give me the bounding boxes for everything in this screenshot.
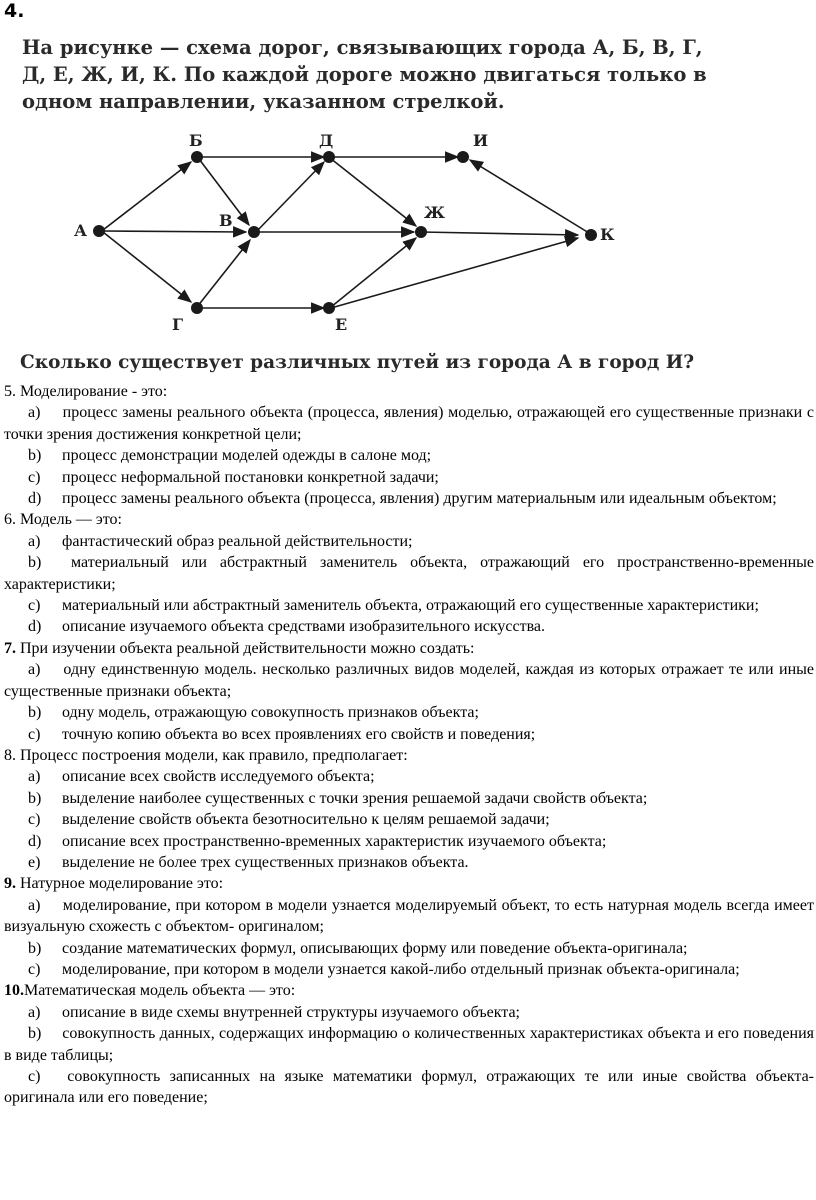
answer-option[interactable] <box>4 531 814 552</box>
question-heading <box>4 509 814 530</box>
label-d: Д <box>319 131 334 150</box>
option-letter: b) <box>28 1025 42 1043</box>
question-number: 10. <box>4 982 24 1000</box>
option-letter: b) <box>28 704 42 722</box>
edge-v-d <box>256 162 324 232</box>
option-text: совокупность записанных на языке математики формул, отражающих те или иные свойства объекта-оригинала или его поведение; <box>4 1068 814 1107</box>
label-g: Г <box>172 315 184 334</box>
option-text: точную копию объекта во всех проявлениях его свойств и поведения; <box>58 725 536 743</box>
option-letter: b) <box>28 939 42 957</box>
edge-a-v <box>104 231 246 232</box>
question-9 <box>4 873 814 980</box>
answer-option[interactable] <box>4 788 814 809</box>
edge-d-zh <box>330 158 416 226</box>
option-letter: a) <box>28 768 41 786</box>
option-text: процесс демонстрации моделей одежды в салоне мод; <box>58 447 432 465</box>
answer-option[interactable] <box>4 809 814 830</box>
label-e: Е <box>335 315 348 334</box>
question-heading <box>4 980 814 1001</box>
node-e <box>323 302 335 314</box>
option-text: выделение наиболее существенных с точки зрения решаемой задачи свойств объекта; <box>58 789 648 807</box>
task4-statement-line: одном направлении, указанном стрелкой. <box>22 90 505 113</box>
quiz-section <box>4 381 814 1109</box>
option-letter: d) <box>28 618 42 636</box>
node-a <box>93 225 105 237</box>
answer-option[interactable] <box>4 938 814 959</box>
option-text: описание в виде схемы внутренней структуры изучаемого объекта; <box>58 1003 520 1021</box>
option-letter: c) <box>28 1068 41 1085</box>
edge-a-g <box>103 232 191 302</box>
question-10 <box>4 980 814 1108</box>
label-i: И <box>473 131 489 150</box>
label-v: В <box>219 211 233 230</box>
question-text: Процесс построения модели, как правило, предполагает: <box>16 746 408 764</box>
answer-option[interactable] <box>4 552 814 595</box>
label-k: К <box>600 225 615 244</box>
option-text: процесс замены реального объекта (процесса, явления) другим материальным или идеальным объектом; <box>58 490 777 508</box>
answer-option[interactable] <box>4 895 814 938</box>
answer-option[interactable] <box>4 702 814 723</box>
option-letter: a) <box>28 1003 41 1021</box>
edge-a-b <box>103 162 191 230</box>
option-letter: d) <box>28 490 42 508</box>
label-a: А <box>74 221 88 240</box>
option-text: описание всех свойств исследуемого объекта; <box>58 768 375 786</box>
answer-option[interactable] <box>4 659 814 702</box>
option-text: выделение свойств объекта безотносительно к целям решаемой задачи; <box>58 811 550 829</box>
question-text: Моделирование - это: <box>16 383 168 400</box>
question-number: 8. <box>4 746 16 764</box>
option-text: описание изучаемого объекта средствами изобразительного искусства. <box>58 618 546 636</box>
question-text: Модель — это: <box>16 511 122 529</box>
edge-k-i <box>470 160 589 233</box>
edge-g-v <box>197 240 250 307</box>
option-letter: c) <box>28 960 41 978</box>
option-letter: b) <box>28 554 42 572</box>
option-letter: a) <box>28 532 41 550</box>
node-g <box>191 302 203 314</box>
option-letter: a) <box>28 404 41 422</box>
answer-option[interactable] <box>4 445 814 466</box>
option-text: моделирование, при котором в модели узнается какой-либо отдельный признак объекта-оригинала; <box>58 960 740 978</box>
option-letter: c) <box>28 468 41 486</box>
option-text: совокупность данных, содержащих информацию о количественных характеристиках объекта и его поведения в виде таблицы; <box>4 1025 814 1064</box>
question-5 <box>4 381 814 509</box>
option-letter: c) <box>28 811 41 829</box>
answer-option[interactable] <box>4 402 814 445</box>
label-zh: Ж <box>424 203 445 222</box>
question-heading <box>4 873 814 894</box>
question-number: 6. <box>4 511 16 529</box>
answer-option[interactable] <box>4 595 814 616</box>
option-text: одну модель, отражающую совокупность признаков объекта; <box>58 704 479 722</box>
answer-option[interactable] <box>4 831 814 852</box>
question-heading <box>4 381 814 402</box>
option-letter: b) <box>28 447 42 465</box>
node-b <box>191 151 203 163</box>
label-b: Б <box>189 131 203 150</box>
edge-zh-k <box>421 232 578 235</box>
option-letter: a) <box>28 896 41 914</box>
option-letter: d) <box>28 832 42 850</box>
answer-option[interactable] <box>4 724 814 745</box>
option-letter: a) <box>28 661 41 679</box>
node-zh <box>415 226 427 238</box>
answer-option[interactable] <box>4 616 814 637</box>
edge-e-k <box>331 238 578 308</box>
node-d <box>323 151 335 163</box>
question-text: Математическая модель объекта — это: <box>24 982 296 1000</box>
option-text: описание всех пространственно-временных характеристик изучаемого объекта; <box>58 832 607 850</box>
answer-option[interactable] <box>4 766 814 787</box>
task4-statement <box>22 34 722 115</box>
answer-option[interactable] <box>4 488 814 509</box>
question-7 <box>4 638 814 745</box>
answer-option[interactable] <box>4 467 814 488</box>
question-heading <box>4 745 814 766</box>
question-6 <box>4 509 814 637</box>
task4-question: Сколько существует различных путей из города А в город И? <box>20 352 695 373</box>
option-text: создание математических формул, описывающих форму или поведение объекта-оригинала; <box>58 939 688 957</box>
option-text: материальный или абстрактный заменитель объекта, отражающий его существенные характеристики; <box>58 597 759 615</box>
option-text: фантастический образ реальной действительности; <box>58 532 413 550</box>
task4-statement-line: Д, Е, Ж, И, К. По каждой дороге можно двигаться только в <box>22 63 707 86</box>
task4-image <box>0 0 816 380</box>
task4-number: 4. <box>4 0 25 22</box>
option-letter: c) <box>28 597 41 615</box>
answer-option[interactable] <box>4 1002 814 1023</box>
answer-option[interactable] <box>4 1023 814 1066</box>
road-graph <box>0 120 816 345</box>
option-text: процесс замены реального объекта (процесса, явления) моделью, отражающей его существенные признаки с точки зрения достижения конкретной цели; <box>4 404 814 443</box>
node-v <box>248 226 260 238</box>
task4-statement-line: На рисунке — схема дорог, связывающих города А, Б, В, Г, <box>22 36 703 59</box>
question-number: 7. <box>4 639 16 657</box>
answer-option[interactable] <box>4 959 814 980</box>
question-text: Натурное моделирование это: <box>16 875 224 893</box>
answer-option[interactable] <box>4 852 814 873</box>
question-8 <box>4 745 814 873</box>
option-text: одну единственную модель. несколько различных видов моделей, каждая из которых отражает те или иные существенные признаки объекта; <box>4 661 814 700</box>
question-heading <box>4 638 814 659</box>
option-text: материальный или абстрактный заменитель объекта, отражающий его пространственно-временные характеристики; <box>4 554 814 593</box>
option-text: моделирование, при котором в модели узнается моделируемый объект, то есть натурная модель всегда имеет визуальную схожесть с объектом- оригиналом; <box>4 896 814 936</box>
option-letter: b) <box>28 789 42 807</box>
node-k <box>585 229 597 241</box>
node-i <box>457 151 469 163</box>
option-letter: e) <box>28 853 41 871</box>
question-number: 5. <box>4 383 16 400</box>
question-text: При изучении объекта реальной действительности можно создать: <box>16 639 475 657</box>
option-text: процесс неформальной постановки конкретной задачи; <box>58 468 439 486</box>
option-letter: c) <box>28 725 41 743</box>
question-number: 9. <box>4 875 16 893</box>
answer-option[interactable] <box>4 1066 814 1109</box>
option-text: выделение не более трех существенных признаков объекта. <box>58 853 469 871</box>
